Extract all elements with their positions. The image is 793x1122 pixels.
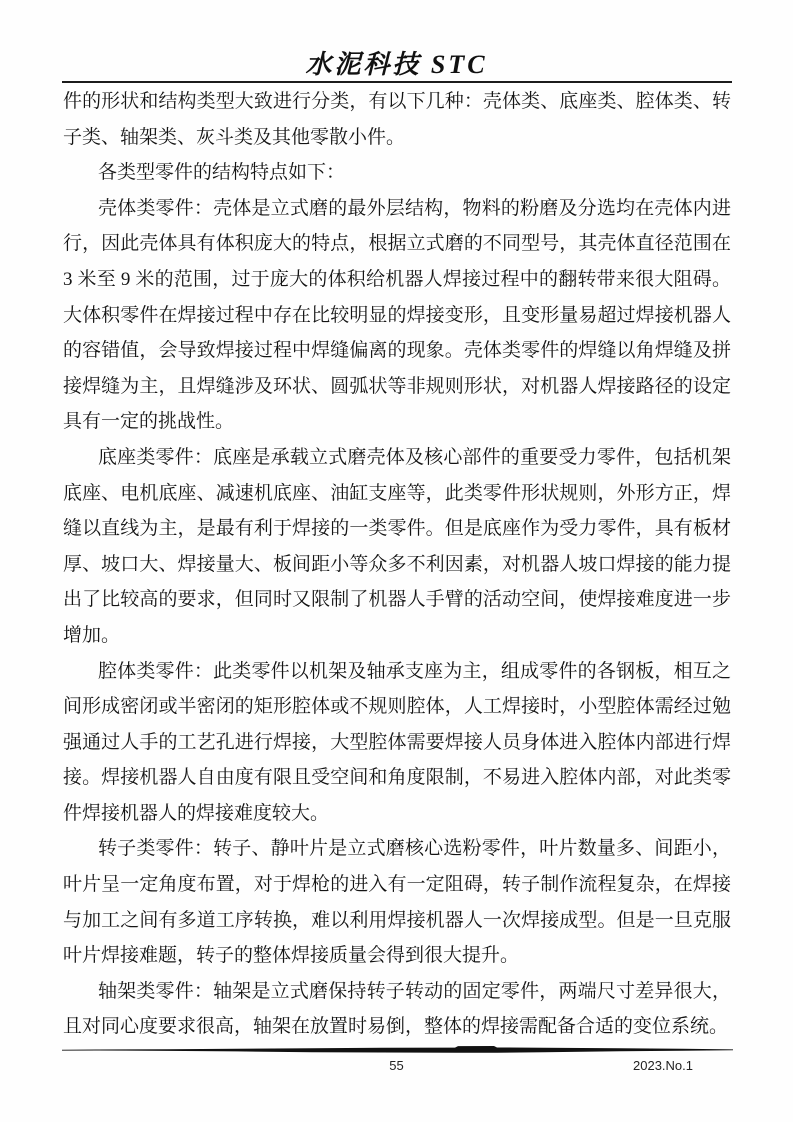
paragraph [63, 84, 731, 155]
text-line: 轴架类零件：轴架是立式磨保持转子转动的固定零件，两端尺寸差异很大， [98, 980, 731, 1002]
footer-rule-stroke [62, 1046, 733, 1053]
text-line: 与加工之间有多道工序转换，难以利用焊接机器人一次焊接成型。但是一旦克服 [63, 909, 731, 931]
text-line: 各类型零件的结构特点如下： [98, 162, 346, 184]
journal-title: 水泥科技 STC [305, 50, 488, 79]
text-line: 增加。 [63, 624, 121, 646]
text-line: 的容错值，会导致焊接过程中焊缝偏离的现象。壳体类零件的焊缝以角焊缝及拼 [63, 340, 731, 362]
paragraph [63, 440, 731, 654]
text-line: 行，因此壳体具有体积庞大的特点，根据立式磨的不同型号，其壳体直径范围在 [63, 233, 731, 255]
text-line: 叶片焊接难题，转子的整体焊接质量会得到很大提升。 [63, 945, 520, 967]
text-line: 3 米至 9 米的范围，过于庞大的体积给机器人焊接过程中的翻转带来很大阻碍。 [63, 268, 731, 290]
footer-rule [62, 1045, 733, 1056]
text-line: 出了比较高的要求，但同时又限制了机器人手臂的活动空间，使焊接难度进一步 [63, 589, 731, 611]
text-line: 腔体类零件：此类零件以机架及轴承支座为主，组成零件的各钢板，相互之 [98, 660, 731, 682]
header-rule [62, 81, 732, 83]
text-line: 且对同心度要求很高，轴架在放置时易倒，整体的焊接需配备合适的变位系统。 [63, 1016, 729, 1038]
document-body [63, 84, 731, 1045]
text-line: 子类、轴架类、灰斗类及其他零散小件。 [63, 126, 406, 148]
paragraph [63, 191, 731, 440]
text-line: 强通过人手的工艺孔进行焊接，大型腔体需要焊接人员身体进入腔体内部进行焊 [63, 731, 731, 753]
text-line: 底座、电机底座、减速机底座、油缸支座等，此类零件形状规则，外形方正，焊 [63, 482, 731, 504]
text-line: 叶片呈一定角度布置，对于焊枪的进入有一定阻碍，转子制作流程复杂，在焊接 [63, 874, 731, 896]
text-line: 件焊接机器人的焊接难度较大。 [63, 802, 330, 824]
paragraph [63, 831, 731, 973]
text-line: 转子类零件：转子、静叶片是立式磨核心选粉零件，叶片数量多、间距小， [98, 838, 731, 860]
text-line: 大体积零件在焊接过程中存在比较明显的焊接变形，且变形量易超过焊接机器人 [63, 304, 731, 326]
text-line: 件的形状和结构类型大致进行分类，有以下几种：壳体类、底座类、腔体类、转 [63, 91, 731, 112]
text-line: 缝以直线为主，是最有利于焊接的一类零件。但是底座作为受力零件，具有板材 [63, 518, 731, 540]
text-line: 具有一定的挑战性。 [63, 411, 235, 433]
paragraph [63, 974, 731, 1045]
page-header [0, 44, 793, 81]
text-line: 间形成密闭或半密闭的矩形腔体或不规则腔体，人工焊接时，小型腔体需经过勉 [63, 696, 731, 718]
paragraph [63, 155, 731, 191]
text-line: 接。焊接机器人自由度有限且受空间和角度限制，不易进入腔体内部，对此类零 [63, 767, 731, 789]
text-line: 接焊缝为主，且焊缝涉及环状、圆弧状等非规则形状，对机器人焊接路径的设定 [63, 375, 731, 397]
paragraph [63, 654, 731, 832]
page-number: 55 [389, 1058, 404, 1073]
text-line: 壳体类零件：壳体是立式磨的最外层结构，物料的粉磨及分选均在壳体内进 [98, 197, 731, 219]
issue-number: 2023.No.1 [633, 1058, 693, 1073]
text-line: 底座类零件：底座是承载立式磨壳体及核心部件的重要受力零件，包括机架 [98, 446, 731, 468]
text-line: 厚、坡口大、焊接量大、板间距小等众多不利因素，对机器人坡口焊接的能力提 [63, 553, 731, 575]
